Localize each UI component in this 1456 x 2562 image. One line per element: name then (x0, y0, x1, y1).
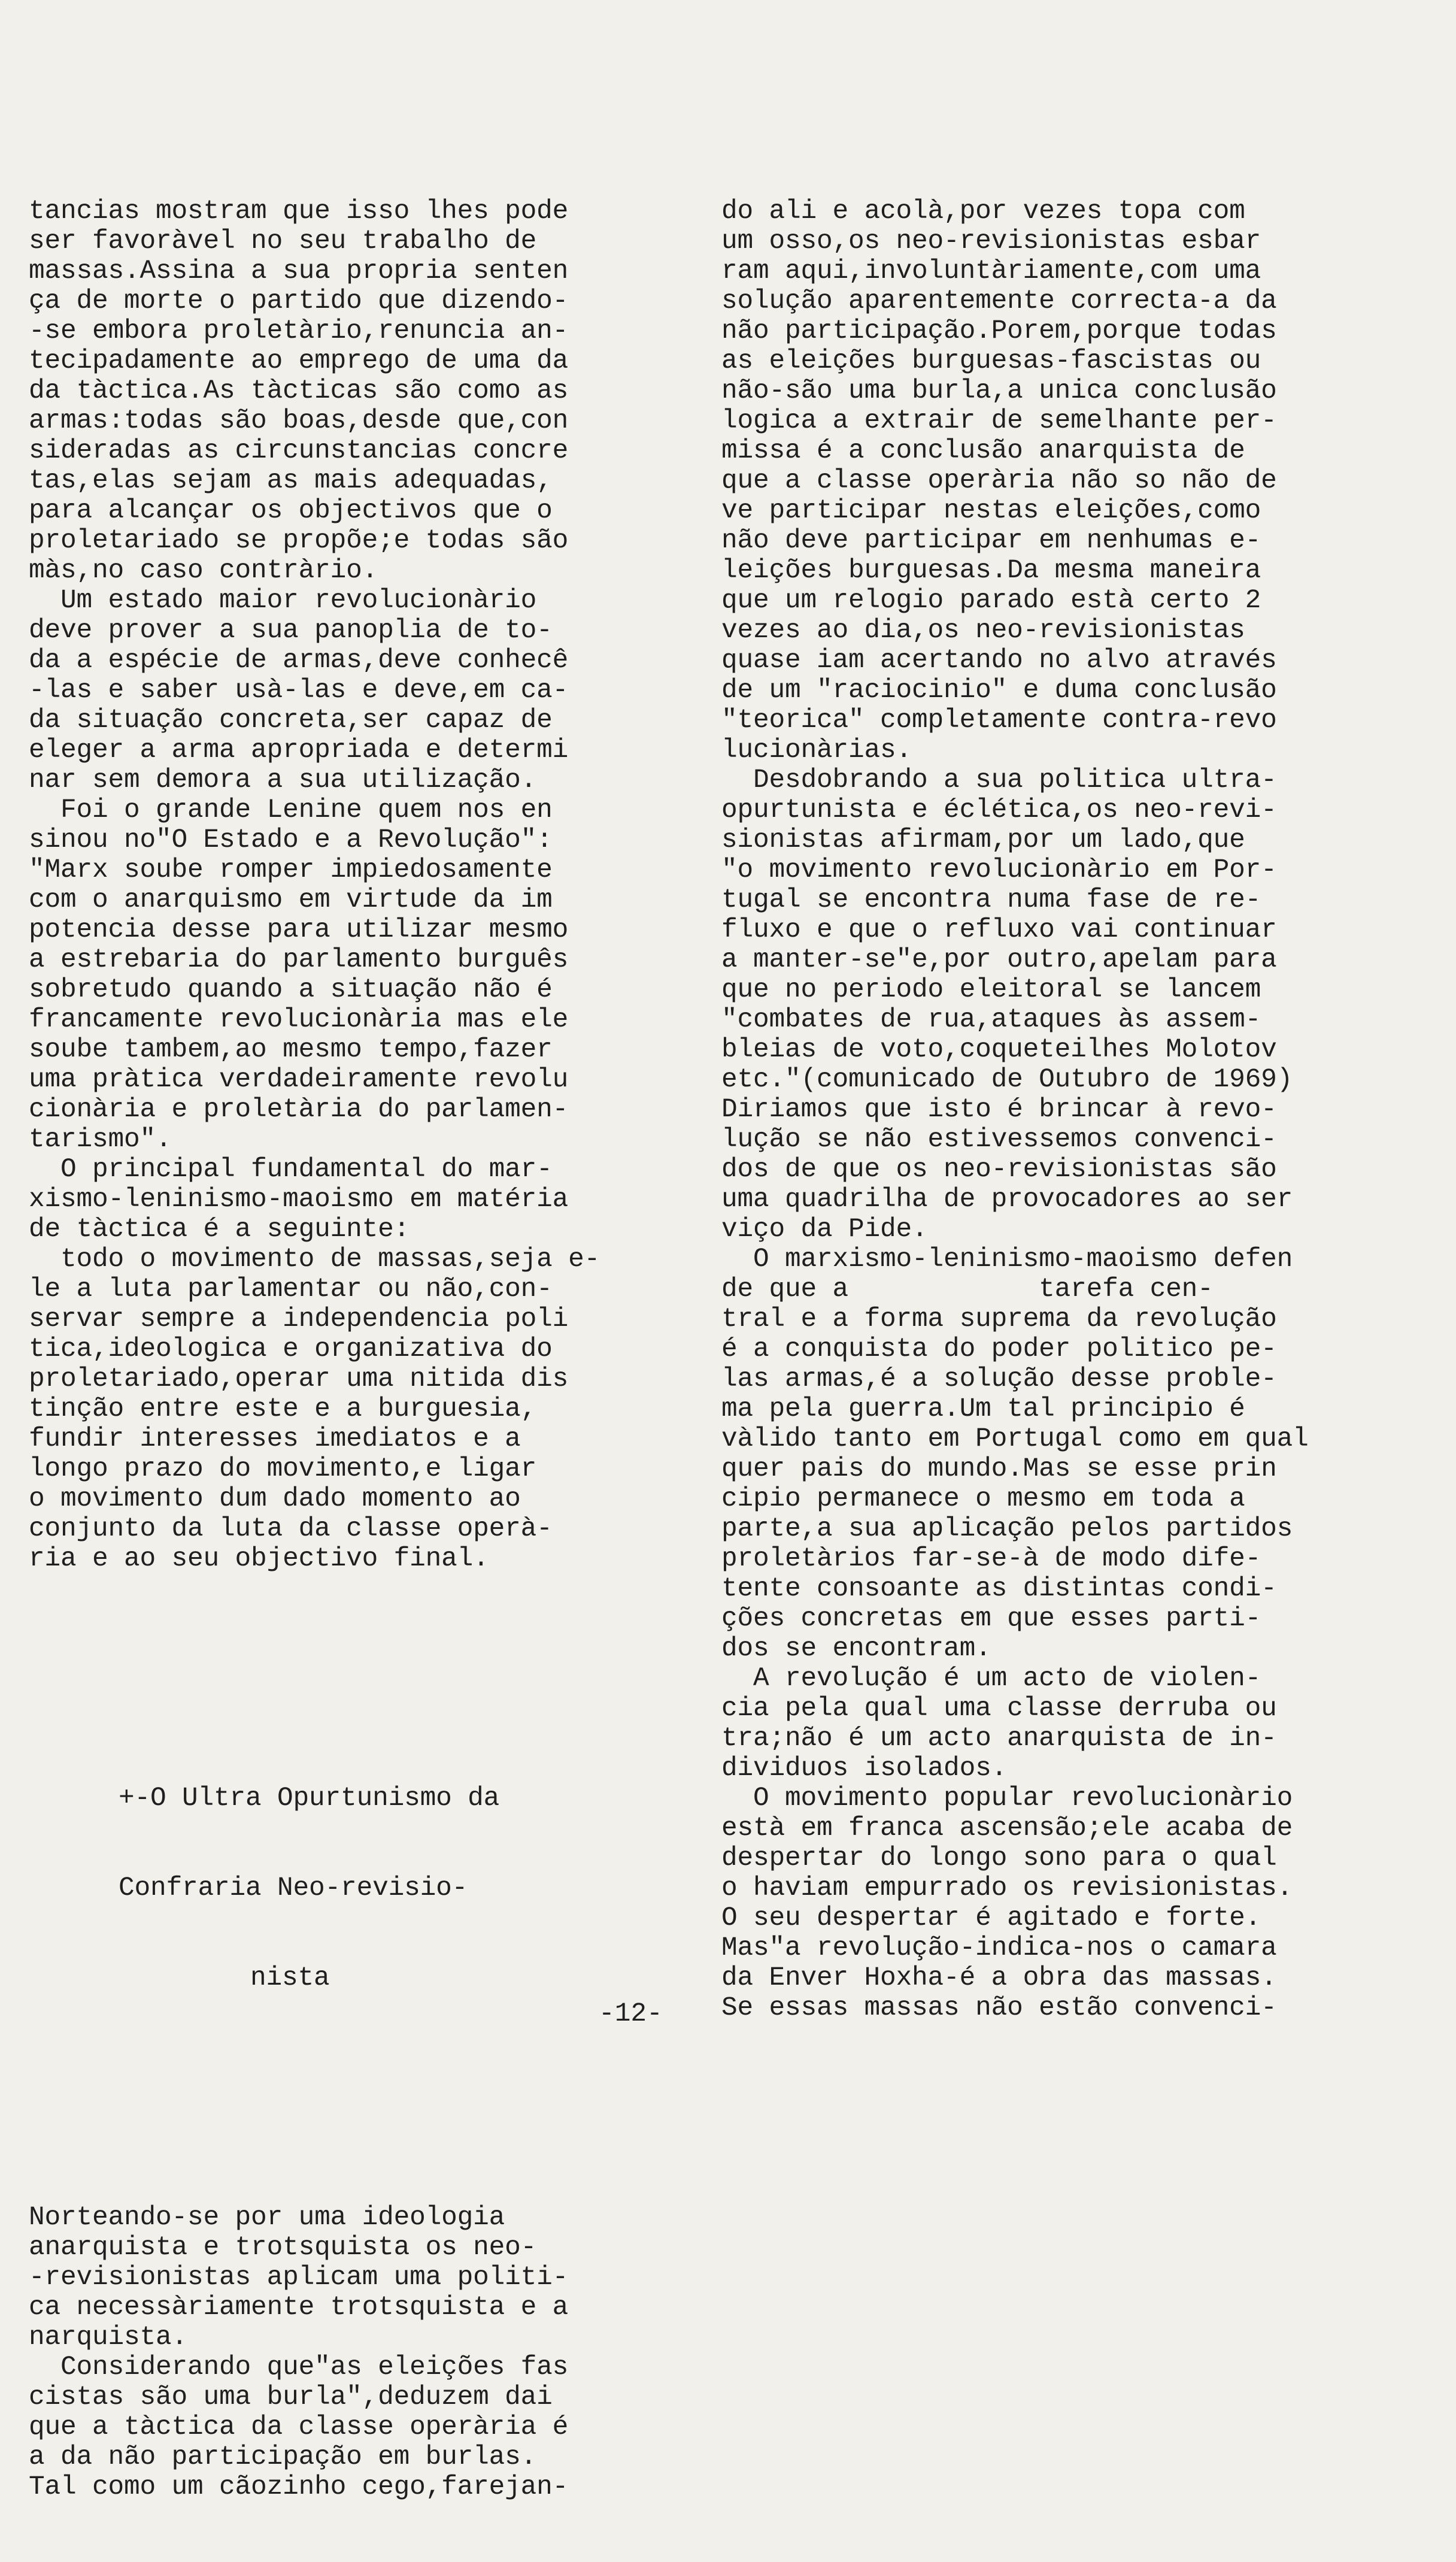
right-column-line: lucionàrias. (721, 735, 912, 765)
left-column-line: armas:todas são boas,desde que,con (29, 406, 569, 436)
right-column-line: O marxismo-leninismo-maoismo defen (721, 1244, 1293, 1274)
right-column-line: "teorica" completamente contra-revo (721, 705, 1277, 735)
right-column-line: não deve participar em nenhumas e- (721, 526, 1261, 556)
right-column-line: de que a tarefa cen- (721, 1274, 1214, 1304)
right-column-line: é a conquista do poder politico pe- (721, 1334, 1277, 1364)
left-column-line: Um estado maior revolucionàrio (29, 586, 537, 616)
left-column-line: todo o movimento de massas,seja e- (29, 1244, 600, 1274)
right-column-line: vàlido tanto em Portugal como em qual (721, 1424, 1309, 1454)
right-column-line: ma pela guerra.Um tal principio é (721, 1394, 1245, 1424)
right-column-line: fluxo e que o refluxo vai continuar (721, 915, 1277, 945)
left-column-line: tica,ideologica e organizativa do (29, 1334, 553, 1364)
right-column-line: despertar do longo sono para o qual (721, 1843, 1277, 1873)
left-column-line: fundir interesses imediatos e a (29, 1424, 521, 1454)
right-column-line: dos de que os neo-revisionistas são (721, 1155, 1277, 1185)
left-column-after-heading-line: Tal como um cãozinho cego,farejan- (29, 2472, 569, 2502)
left-column-line: eleger a arma apropriada e determi (29, 735, 569, 765)
left-column-line: massas.Assina a sua propria senten (29, 256, 569, 286)
section-heading-line-2: Confraria Neo-revisio- (119, 1873, 468, 1903)
right-column-line: tugal se encontra numa fase de re- (721, 885, 1261, 915)
right-column-line: quase iam acertando no alvo através (721, 646, 1277, 676)
right-body-text (721, 196, 1404, 2023)
left-column-line: deve prover a sua panoplia de to- (29, 616, 553, 646)
left-column-line: nar sem demora a sua utilização. (29, 765, 537, 795)
right-column-line: Se essas massas não estão convenci- (721, 1993, 1277, 2023)
left-column-line: tas,elas sejam as mais adequadas, (29, 466, 553, 496)
left-column-line: cionària e proletària do parlamen- (29, 1095, 569, 1125)
left-column-line: ria e ao seu objectivo final. (29, 1544, 489, 1574)
right-column-line: ram aqui,involuntàriamente,com uma (721, 256, 1261, 286)
left-column-line: sobretudo quando a situação não é (29, 975, 553, 1005)
left-column-line: soube tambem,ao mesmo tempo,fazer (29, 1035, 553, 1065)
right-column-line: um osso,os neo-revisionistas esbar (721, 226, 1261, 256)
right-column-line: que a classe operària não so não de (721, 466, 1277, 496)
left-column-line: tarismo". (29, 1125, 172, 1155)
left-column-line: ser favoràvel no seu trabalho de (29, 226, 537, 256)
left-column-line: sinou no"O Estado e a Revolução": (29, 825, 553, 855)
left-column-after-heading-line: Norteando-se por uma ideologia (29, 2203, 505, 2233)
left-column-line: longo prazo do movimento,e ligar (29, 1454, 537, 1484)
left-column-after-heading-line: -revisionistas aplicam uma politi- (29, 2263, 569, 2293)
right-column-line: da Enver Hoxha-é a obra das massas. (721, 1963, 1277, 1993)
right-column-line: cia pela qual uma classe derruba ou (721, 1694, 1277, 1724)
right-column-line: sionistas afirmam,por um lado,que (721, 825, 1245, 855)
right-column-line: A revolução é um acto de violen- (721, 1664, 1261, 1694)
left-column-after-heading-line: cistas são uma burla",deduzem dai (29, 2382, 553, 2412)
left-column-line: proletariado se propõe;e todas são (29, 526, 569, 556)
right-column-line: missa é a conclusão anarquista de (721, 436, 1245, 466)
right-column-line: cipio permanece o mesmo em toda a (721, 1484, 1245, 1514)
left-column-line: O principal fundamental do mar- (29, 1155, 553, 1185)
left-column-line: uma pràtica verdadeiramente revolu (29, 1065, 569, 1095)
right-column-line: uma quadrilha de provocadores ao ser (721, 1185, 1293, 1215)
left-column-line: "Marx soube romper impiedosamente (29, 855, 553, 885)
right-column-line: vezes ao dia,os neo-revisionistas (721, 616, 1245, 646)
right-column-line: lução se não estivessemos convenci- (721, 1125, 1277, 1155)
right-column-line: dos se encontram. (721, 1634, 991, 1664)
right-column-line: do ali e acolà,por vezes topa com (721, 196, 1245, 226)
right-column-line: a manter-se"e,por outro,apelam para (721, 945, 1277, 975)
left-column-after-heading-line: anarquista e trotsquista os neo- (29, 2233, 537, 2263)
left-column-line: màs,no caso contràrio. (29, 556, 378, 586)
right-column-line: O seu despertar é agitado e forte. (721, 1903, 1261, 1933)
right-column-line: logica a extrair de semelhante per- (721, 406, 1277, 436)
right-column-line: dividuos isolados. (721, 1754, 1008, 1783)
right-column-line: viço da Pide. (721, 1215, 928, 1244)
right-column-line: tente consoante as distintas condi- (721, 1574, 1277, 1604)
left-column-line: tecipadamente ao emprego de uma da (29, 346, 569, 376)
left-column-line: com o anarquismo em virtude da im (29, 885, 553, 915)
right-column-line: ções concretas em que esses parti- (721, 1604, 1261, 1634)
left-column-line: o movimento dum dado momento ao (29, 1484, 521, 1514)
right-column-line: não participação.Porem,porque todas (721, 316, 1277, 346)
right-column-line: não-são uma burla,a unica conclusão (721, 376, 1277, 406)
left-column-line: conjunto da luta da classe operà- (29, 1514, 553, 1544)
left-column-line: tancias mostram que isso lhes pode (29, 196, 569, 226)
page-number: -12- (599, 1999, 663, 2029)
left-column-line: da situação concreta,ser capaz de (29, 705, 553, 735)
right-column-line: Desdobrando a sua politica ultra- (721, 765, 1277, 795)
right-column-line: ve participar nestas eleições,como (721, 496, 1261, 526)
section-heading-line-3: nista (250, 1963, 330, 1993)
left-column-line: Foi o grande Lenine quem nos en (29, 795, 553, 825)
left-column-line: servar sempre a independencia poli (29, 1304, 569, 1334)
right-column-line: que no periodo eleitoral se lancem (721, 975, 1261, 1005)
left-column-line: da a espécie de armas,deve conhecê (29, 646, 569, 676)
right-column-line: de um "raciocinio" e duma conclusão (721, 676, 1277, 705)
right-column-line: leições burguesas.Da mesma maneira (721, 556, 1261, 586)
section-heading (29, 1724, 681, 2053)
right-column-line: tra;não é um acto anarquista de in- (721, 1724, 1277, 1754)
right-column-line: que um relogio parado està certo 2 (721, 586, 1261, 616)
right-column-line: quer pais do mundo.Mas se esse prin (721, 1454, 1277, 1484)
left-column (29, 137, 681, 2562)
left-column-line: ça de morte o partido que dizendo- (29, 286, 569, 316)
right-column-line: parte,a sua aplicação pelos partidos (721, 1514, 1293, 1544)
right-column-line: opurtunista e éclética,os neo-revi- (721, 795, 1277, 825)
left-column-line: de tàctica é a seguinte: (29, 1215, 410, 1244)
right-column-line: solução aparentemente correcta-a da (721, 286, 1277, 316)
right-column-line: "o movimento revolucionàrio em Por- (721, 855, 1277, 885)
right-column (721, 137, 1404, 2083)
left-column-line: tinção entre este e a burguesia, (29, 1394, 537, 1424)
left-column-line: sideradas as circunstancias concre (29, 436, 569, 466)
left-column-line: para alcançar os objectivos que o (29, 496, 553, 526)
right-column-line: etc."(comunicado de Outubro de 1969) (721, 1065, 1293, 1095)
left-column-line: xismo-leninismo-maoismo em matéria (29, 1185, 569, 1215)
left-column-line: le a luta parlamentar ou não,con- (29, 1274, 553, 1304)
left-column-line: francamente revolucionària mas ele (29, 1005, 569, 1035)
right-column-line: O movimento popular revolucionàrio (721, 1783, 1293, 1813)
left-column-after-heading-line: narquista. (29, 2322, 188, 2352)
right-column-line: "combates de rua,ataques às assem- (721, 1005, 1261, 1035)
left-column-after-heading-line: que a tàctica da classe operària é (29, 2412, 569, 2442)
right-column-line: as eleições burguesas-fascistas ou (721, 346, 1261, 376)
left-column-line: a estrebaria do parlamento burguês (29, 945, 569, 975)
right-column-line: proletàrios far-se-à de modo dife- (721, 1544, 1261, 1574)
left-column-line: potencia desse para utilizar mesmo (29, 915, 569, 945)
right-column-line: Mas"a revolução-indica-nos o camara (721, 1933, 1277, 1963)
left-column-line: -las e saber usà-las e deve,em ca- (29, 676, 569, 705)
left-body-text (29, 196, 681, 1574)
right-column-line: Diriamos que isto é brincar à revo- (721, 1095, 1277, 1125)
left-column-line: -se embora proletàrio,renuncia an- (29, 316, 569, 346)
right-column-line: està em franca ascensão;ele acaba de (721, 1813, 1293, 1843)
left-column-after-heading-line: Considerando que"as eleições fas (29, 2352, 569, 2382)
left-column-after-heading-line: ca necessàriamente trotsquista e a (29, 2293, 569, 2322)
right-column-line: las armas,é a solução desse proble- (721, 1364, 1277, 1394)
right-column-line: o haviam empurrado os revisionistas. (721, 1873, 1293, 1903)
section-heading-line-1: +-O Ultra Opurtunismo da (119, 1783, 500, 1813)
left-column-after-heading-line: a da não participação em burlas. (29, 2442, 537, 2472)
left-column-line: da tàctica.As tàcticas são como as (29, 376, 569, 406)
right-column-line: bleias de voto,coqueteilhes Molotov (721, 1035, 1277, 1065)
right-column-line: tral e a forma suprema da revolução (721, 1304, 1277, 1334)
left-column-line: proletariado,operar uma nitida dis (29, 1364, 569, 1394)
left-body-text-after-heading (29, 2203, 681, 2502)
